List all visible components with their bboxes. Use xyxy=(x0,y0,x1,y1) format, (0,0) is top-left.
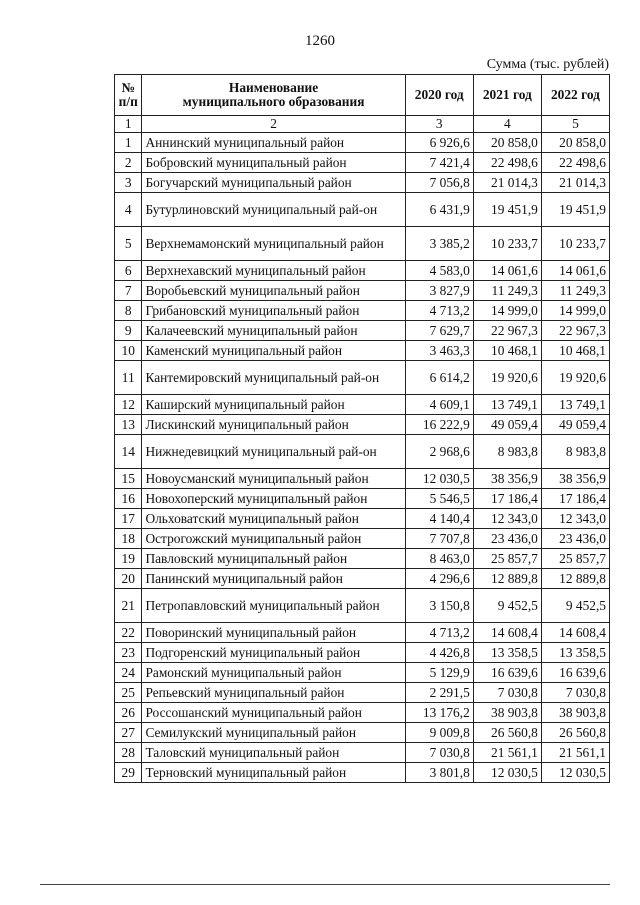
row-number: 11 xyxy=(115,361,142,395)
value-2022: 10 468,1 xyxy=(541,341,609,361)
value-2022: 14 061,6 xyxy=(541,261,609,281)
value-2020: 4 609,1 xyxy=(405,395,473,415)
value-2021: 12 030,5 xyxy=(473,763,541,783)
value-2022: 38 903,8 xyxy=(541,703,609,723)
table-row xyxy=(115,261,610,281)
value-2021: 13 358,5 xyxy=(473,643,541,663)
row-number: 8 xyxy=(115,301,142,321)
table-row xyxy=(115,415,610,435)
value-2022: 21 014,3 xyxy=(541,173,609,193)
value-2021: 16 639,6 xyxy=(473,663,541,683)
row-number: 27 xyxy=(115,723,142,743)
value-2021: 21 561,1 xyxy=(473,743,541,763)
row-number: 14 xyxy=(115,435,142,469)
value-2020: 7 056,8 xyxy=(405,173,473,193)
table-row xyxy=(115,489,610,509)
value-2022: 16 639,6 xyxy=(541,663,609,683)
municipality-name: Петропавловский муниципальный район xyxy=(142,589,405,623)
municipality-name: Бутурлиновский муниципальный рай-он xyxy=(142,193,405,227)
value-2020: 4 296,6 xyxy=(405,569,473,589)
municipality-name: Рамонский муниципальный район xyxy=(142,663,405,683)
value-2020: 4 713,2 xyxy=(405,301,473,321)
municipality-name: Кантемировский муниципальный рай-он xyxy=(142,361,405,395)
header-2022: 2022 год xyxy=(541,75,609,116)
row-number: 1 xyxy=(115,133,142,153)
units-label: Сумма (тыс. рублей) xyxy=(486,57,609,72)
row-number: 29 xyxy=(115,763,142,783)
table-row xyxy=(115,623,610,643)
header-name xyxy=(142,75,405,116)
value-2021: 21 014,3 xyxy=(473,173,541,193)
table-row xyxy=(115,193,610,227)
page-number: 1260 xyxy=(305,33,335,49)
value-2020: 4 140,4 xyxy=(405,509,473,529)
value-2022: 25 857,7 xyxy=(541,549,609,569)
row-number: 3 xyxy=(115,173,142,193)
value-2020: 3 801,8 xyxy=(405,763,473,783)
table-row xyxy=(115,361,610,395)
value-2020: 4 583,0 xyxy=(405,261,473,281)
value-2021: 13 749,1 xyxy=(473,395,541,415)
value-2022: 13 358,5 xyxy=(541,643,609,663)
municipality-name: Бобровский муниципальный район xyxy=(142,153,405,173)
value-2021: 49 059,4 xyxy=(473,415,541,435)
value-2020: 6 614,2 xyxy=(405,361,473,395)
table-row xyxy=(115,395,610,415)
municipality-name: Подгоренский муниципальный район xyxy=(142,643,405,663)
municipality-name: Верхнехавский муниципальный район xyxy=(142,261,405,281)
table-row xyxy=(115,133,610,153)
row-number: 5 xyxy=(115,227,142,261)
municipality-name: Новохоперский муниципальный район xyxy=(142,489,405,509)
value-2021: 17 186,4 xyxy=(473,489,541,509)
value-2022: 11 249,3 xyxy=(541,281,609,301)
value-2021: 14 061,6 xyxy=(473,261,541,281)
municipality-name: Острогожский муниципальный район xyxy=(142,529,405,549)
table-row xyxy=(115,469,610,489)
value-2020: 7 629,7 xyxy=(405,321,473,341)
value-2020: 6 431,9 xyxy=(405,193,473,227)
value-2021: 22 967,3 xyxy=(473,321,541,341)
column-index: 1 xyxy=(115,116,142,133)
value-2020: 6 926,6 xyxy=(405,133,473,153)
value-2021: 26 560,8 xyxy=(473,723,541,743)
header-name-line2: муниципального образования xyxy=(182,94,365,109)
value-2020: 7 421,4 xyxy=(405,153,473,173)
value-2021: 38 903,8 xyxy=(473,703,541,723)
value-2022: 12 343,0 xyxy=(541,509,609,529)
budget-table xyxy=(114,74,610,783)
value-2022: 19 920,6 xyxy=(541,361,609,395)
municipality-name: Новоусманский муниципальный район xyxy=(142,469,405,489)
value-2020: 5 129,9 xyxy=(405,663,473,683)
page-bottom-divider xyxy=(40,884,610,885)
table-row xyxy=(115,643,610,663)
value-2020: 9 009,8 xyxy=(405,723,473,743)
value-2021: 14 608,4 xyxy=(473,623,541,643)
value-2020: 8 463,0 xyxy=(405,549,473,569)
municipality-name: Ольховатский муниципальный район xyxy=(142,509,405,529)
row-number: 24 xyxy=(115,663,142,683)
row-number: 4 xyxy=(115,193,142,227)
column-index-row xyxy=(115,116,610,133)
table-body xyxy=(115,133,610,783)
municipality-name: Каменский муниципальный район xyxy=(142,341,405,361)
row-number: 18 xyxy=(115,529,142,549)
header-name-line1: Наименование xyxy=(228,80,319,95)
value-2020: 3 150,8 xyxy=(405,589,473,623)
row-number: 7 xyxy=(115,281,142,301)
value-2021: 25 857,7 xyxy=(473,549,541,569)
row-number: 9 xyxy=(115,321,142,341)
table-row xyxy=(115,663,610,683)
table-row xyxy=(115,529,610,549)
row-number: 25 xyxy=(115,683,142,703)
column-index: 3 xyxy=(405,116,473,133)
value-2020: 4 713,2 xyxy=(405,623,473,643)
value-2022: 38 356,9 xyxy=(541,469,609,489)
column-index: 4 xyxy=(473,116,541,133)
value-2020: 7 707,8 xyxy=(405,529,473,549)
value-2021: 9 452,5 xyxy=(473,589,541,623)
value-2022: 8 983,8 xyxy=(541,435,609,469)
value-2022: 21 561,1 xyxy=(541,743,609,763)
table-header xyxy=(115,75,610,133)
value-2021: 12 343,0 xyxy=(473,509,541,529)
municipality-name: Россошанский муниципальный район xyxy=(142,703,405,723)
header-num: № п/п xyxy=(115,75,142,116)
value-2022: 13 749,1 xyxy=(541,395,609,415)
value-2022: 12 889,8 xyxy=(541,569,609,589)
header-2020: 2020 год xyxy=(405,75,473,116)
value-2021: 10 468,1 xyxy=(473,341,541,361)
table-row xyxy=(115,173,610,193)
municipality-name: Богучарский муниципальный район xyxy=(142,173,405,193)
value-2022: 20 858,0 xyxy=(541,133,609,153)
table-row xyxy=(115,153,610,173)
municipality-name: Репьевский муниципальный район xyxy=(142,683,405,703)
header-row xyxy=(115,75,610,116)
value-2021: 12 889,8 xyxy=(473,569,541,589)
value-2020: 3 827,9 xyxy=(405,281,473,301)
municipality-name: Павловский муниципальный район xyxy=(142,549,405,569)
table-row xyxy=(115,589,610,623)
value-2022: 7 030,8 xyxy=(541,683,609,703)
value-2021: 23 436,0 xyxy=(473,529,541,549)
value-2021: 19 920,6 xyxy=(473,361,541,395)
value-2022: 22 498,6 xyxy=(541,153,609,173)
municipality-name: Терновский муниципальный район xyxy=(142,763,405,783)
table-row xyxy=(115,341,610,361)
table-row xyxy=(115,435,610,469)
table-row xyxy=(115,227,610,261)
value-2021: 38 356,9 xyxy=(473,469,541,489)
value-2022: 9 452,5 xyxy=(541,589,609,623)
value-2020: 2 291,5 xyxy=(405,683,473,703)
row-number: 13 xyxy=(115,415,142,435)
value-2020: 5 546,5 xyxy=(405,489,473,509)
value-2021: 10 233,7 xyxy=(473,227,541,261)
value-2021: 19 451,9 xyxy=(473,193,541,227)
municipality-name: Верхнемамонский муниципальный район xyxy=(142,227,405,261)
municipality-name: Грибановский муниципальный район xyxy=(142,301,405,321)
value-2020: 2 968,6 xyxy=(405,435,473,469)
municipality-name: Семилукский муниципальный район xyxy=(142,723,405,743)
column-index: 2 xyxy=(142,116,405,133)
table-row xyxy=(115,703,610,723)
row-number: 2 xyxy=(115,153,142,173)
table-row xyxy=(115,683,610,703)
row-number: 28 xyxy=(115,743,142,763)
row-number: 23 xyxy=(115,643,142,663)
table-row xyxy=(115,281,610,301)
municipality-name: Воробьевский муниципальный район xyxy=(142,281,405,301)
value-2022: 14 999,0 xyxy=(541,301,609,321)
value-2021: 14 999,0 xyxy=(473,301,541,321)
row-number: 6 xyxy=(115,261,142,281)
table-row xyxy=(115,509,610,529)
column-index: 5 xyxy=(541,116,609,133)
value-2022: 10 233,7 xyxy=(541,227,609,261)
table-row xyxy=(115,723,610,743)
row-number: 10 xyxy=(115,341,142,361)
value-2022: 19 451,9 xyxy=(541,193,609,227)
header-2021: 2021 год xyxy=(473,75,541,116)
value-2021: 8 983,8 xyxy=(473,435,541,469)
value-2020: 13 176,2 xyxy=(405,703,473,723)
table-row xyxy=(115,763,610,783)
municipality-name: Калачеевский муниципальный район xyxy=(142,321,405,341)
row-number: 21 xyxy=(115,589,142,623)
table-row xyxy=(115,569,610,589)
municipality-name: Лискинский муниципальный район xyxy=(142,415,405,435)
row-number: 16 xyxy=(115,489,142,509)
row-number: 17 xyxy=(115,509,142,529)
value-2021: 7 030,8 xyxy=(473,683,541,703)
value-2022: 14 608,4 xyxy=(541,623,609,643)
value-2022: 26 560,8 xyxy=(541,723,609,743)
municipality-name: Таловский муниципальный район xyxy=(142,743,405,763)
table-row xyxy=(115,549,610,569)
row-number: 15 xyxy=(115,469,142,489)
row-number: 19 xyxy=(115,549,142,569)
municipality-name: Нижнедевицкий муниципальный рай-он xyxy=(142,435,405,469)
value-2021: 11 249,3 xyxy=(473,281,541,301)
value-2021: 22 498,6 xyxy=(473,153,541,173)
value-2022: 22 967,3 xyxy=(541,321,609,341)
value-2022: 12 030,5 xyxy=(541,763,609,783)
value-2022: 23 436,0 xyxy=(541,529,609,549)
row-number: 12 xyxy=(115,395,142,415)
value-2020: 12 030,5 xyxy=(405,469,473,489)
municipality-name: Поворинский муниципальный район xyxy=(142,623,405,643)
value-2020: 4 426,8 xyxy=(405,643,473,663)
row-number: 26 xyxy=(115,703,142,723)
municipality-name: Панинский муниципальный район xyxy=(142,569,405,589)
value-2020: 3 385,2 xyxy=(405,227,473,261)
municipality-name: Каширский муниципальный район xyxy=(142,395,405,415)
value-2022: 17 186,4 xyxy=(541,489,609,509)
value-2020: 7 030,8 xyxy=(405,743,473,763)
value-2022: 49 059,4 xyxy=(541,415,609,435)
municipality-name: Аннинский муниципальный район xyxy=(142,133,405,153)
value-2020: 16 222,9 xyxy=(405,415,473,435)
table-row xyxy=(115,321,610,341)
table-row xyxy=(115,301,610,321)
table-row xyxy=(115,743,610,763)
row-number: 20 xyxy=(115,569,142,589)
value-2021: 20 858,0 xyxy=(473,133,541,153)
value-2020: 3 463,3 xyxy=(405,341,473,361)
row-number: 22 xyxy=(115,623,142,643)
